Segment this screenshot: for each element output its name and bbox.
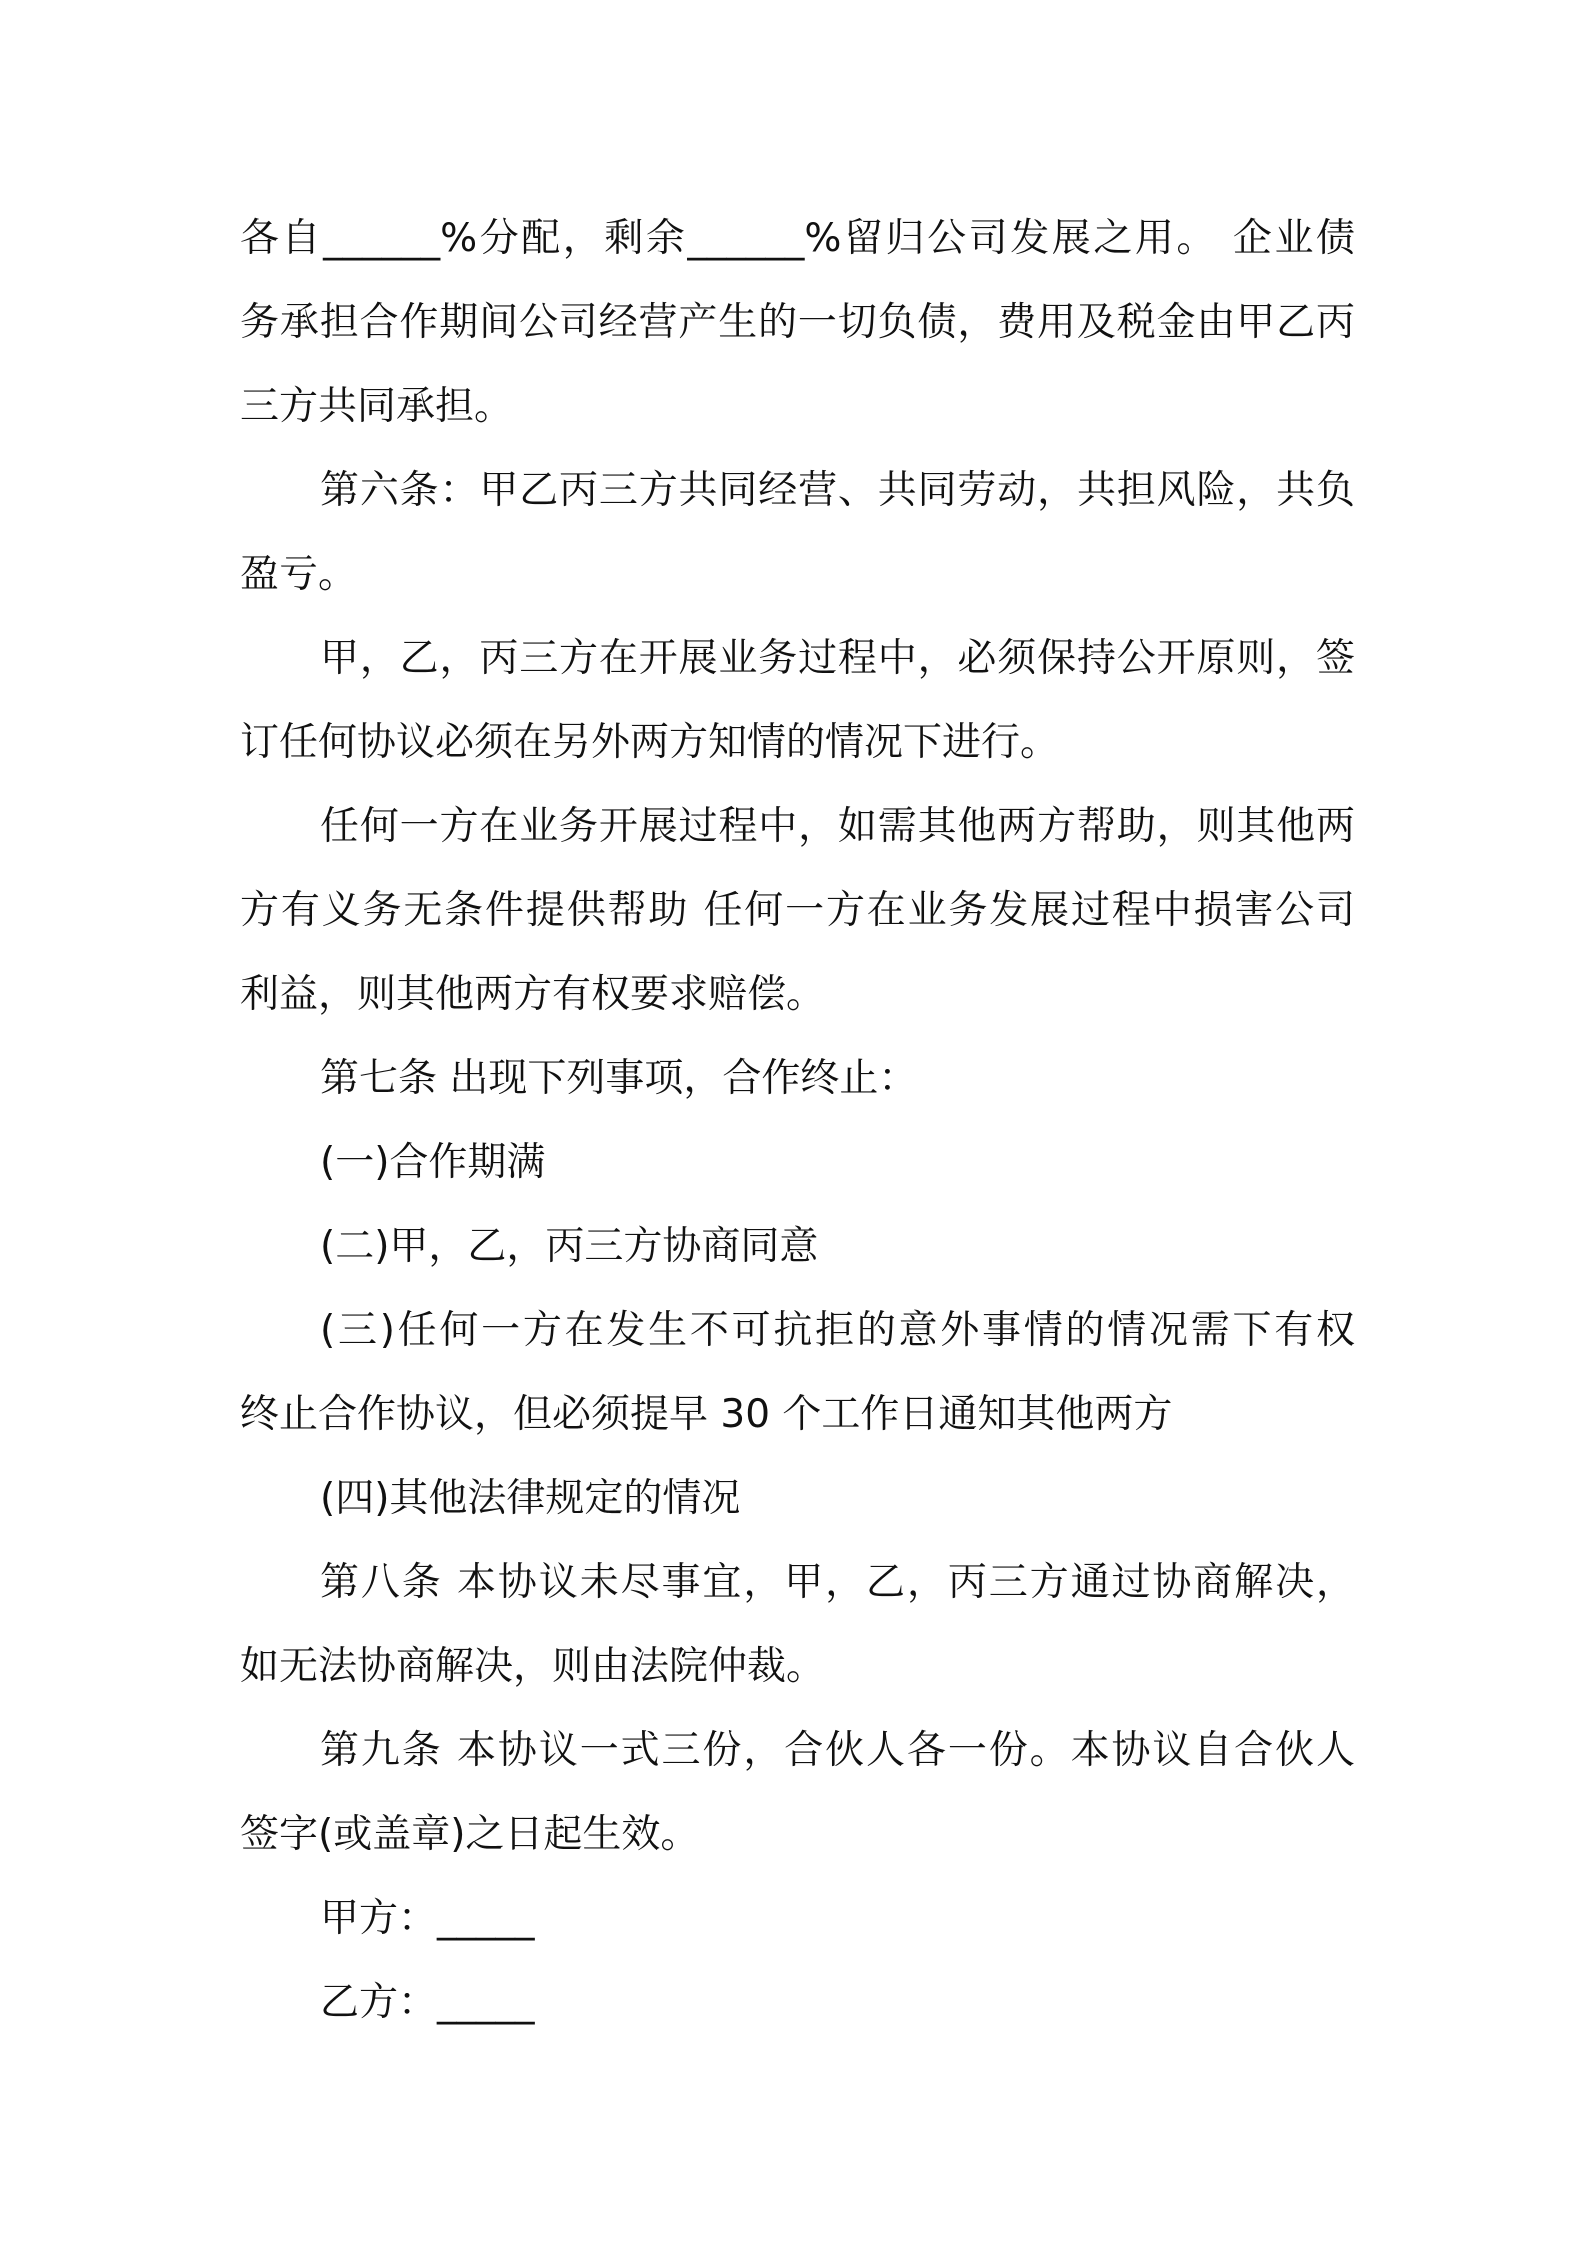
text-line: (一)合作期满 <box>320 1140 546 1185</box>
text-line: 订任何协议必须在另外两方知情的情况下进行。 <box>240 720 1060 765</box>
list-item-3 <box>240 1289 1355 1457</box>
list-item-4 <box>240 1457 1355 1541</box>
text-line: 如无法协商解决，则由法院仲裁。 <box>240 1644 826 1689</box>
text-line: 各自______%分配，剩余______%留归公司发展之用。 企业债 <box>240 216 1355 261</box>
text-line: 第八条 本协议未尽事宜，甲，乙，丙三方通过协商解决， <box>320 1560 1355 1605</box>
text-line: 盈亏。 <box>240 552 358 597</box>
text-line: 利益，则其他两方有权要求赔偿。 <box>240 972 826 1017</box>
signature-party-a <box>240 1877 1355 1961</box>
text-line: 任何一方在业务开展过程中，如需其他两方帮助，则其他两 <box>320 804 1355 849</box>
text-line: 第九条 本协议一式三份，合伙人各一份。本协议自合伙人 <box>320 1728 1355 1773</box>
text-line: 第七条 出现下列事项，合作终止： <box>320 1056 918 1101</box>
text-line: (四)其他法律规定的情况 <box>320 1476 741 1521</box>
paragraph-openness-principle <box>240 617 1355 785</box>
text-line: 终止合作协议，但必须提早 30 个工作日通知其他两方 <box>240 1392 1173 1437</box>
paragraph-mutual-assistance <box>240 785 1355 1037</box>
text-line: 务承担合作期间公司经营产生的一切负债，费用及税金由甲乙丙 <box>240 300 1355 345</box>
paragraph-article-9 <box>240 1709 1355 1877</box>
text-line: 方有义务无条件提供帮助 任何一方在业务发展过程中损害公司 <box>240 888 1355 933</box>
paragraph-profit-distribution <box>240 197 1355 449</box>
list-item-1 <box>240 1121 1355 1205</box>
text-line: (二)甲，乙，丙三方协商同意 <box>320 1224 819 1269</box>
paragraph-article-7 <box>240 1037 1355 1121</box>
text-line: 甲，乙，丙三方在开展业务过程中，必须保持公开原则，签 <box>320 636 1355 681</box>
paragraph-article-6 <box>240 449 1355 617</box>
text-line: (三)任何一方在发生不可抗拒的意外事情的情况需下有权 <box>320 1308 1355 1353</box>
text-line: 甲方：_____ <box>320 1896 535 1941</box>
list-item-2 <box>240 1205 1355 1289</box>
text-line: 签字(或盖章)之日起生效。 <box>240 1812 700 1857</box>
text-line: 三方共同承担。 <box>240 384 514 429</box>
paragraph-article-8 <box>240 1541 1355 1709</box>
text-line: 乙方：_____ <box>320 1980 535 2025</box>
text-line: 第六条：甲乙丙三方共同经营、共同劳动，共担风险，共负 <box>320 468 1355 513</box>
document-body <box>240 197 1355 2045</box>
signature-party-b <box>240 1961 1355 2045</box>
